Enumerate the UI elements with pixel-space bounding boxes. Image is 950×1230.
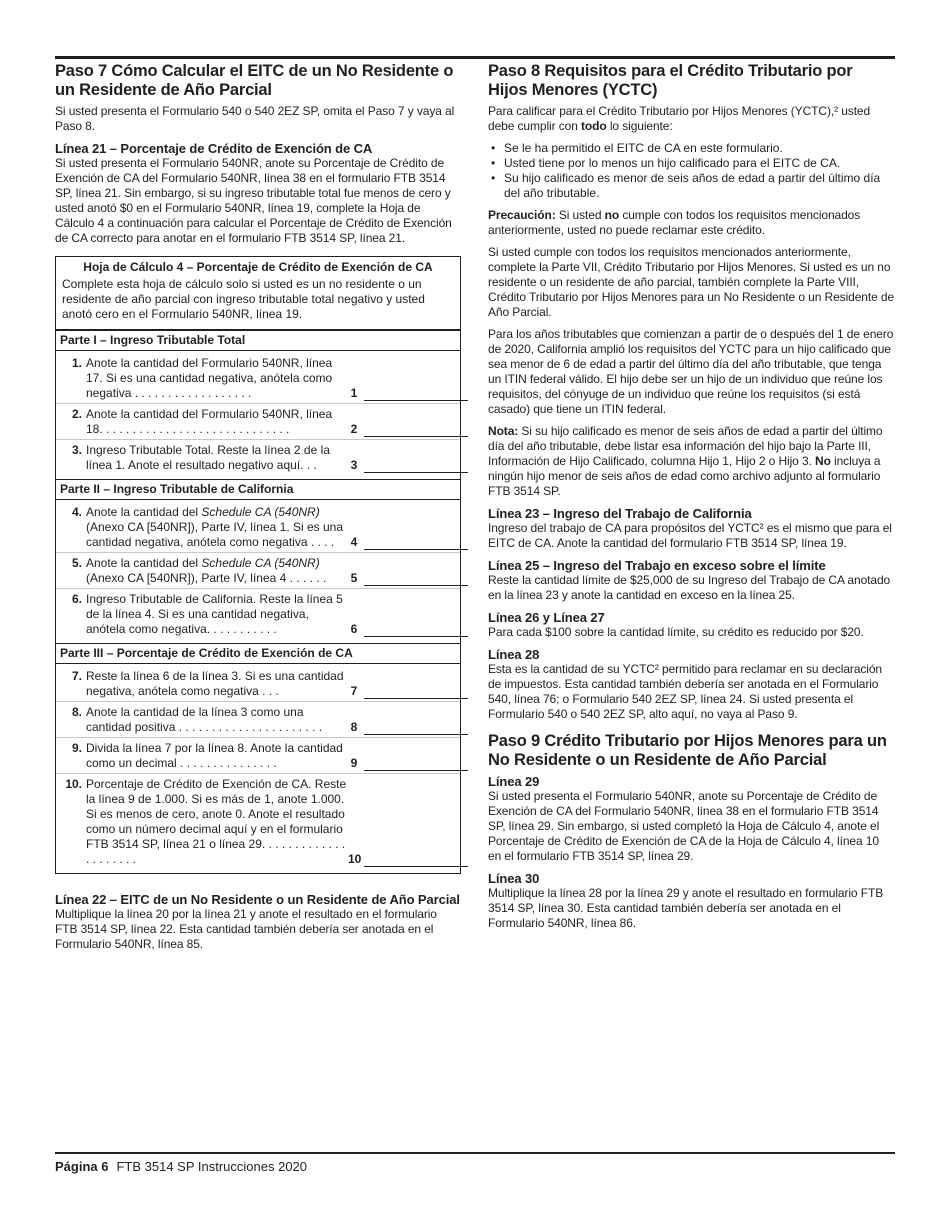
worksheet-4 [55, 256, 461, 874]
document-id: FTB 3514 SP Instrucciones 2020 [116, 1159, 308, 1174]
line21-text: Si usted presenta el Formulario 540NR, anote su Porcentaje de Crédito de Exención de CA del Formulario 540NR, línea 38 en el formulario FTB 3514 SP, línea 21. Sin embargo, si su ingreso tributable total fue menos de cero y usted anotó $0 en el Formulario 540NR, línea 19, complete la Hoja de Cálculo 4 a continuación para calcular el Porcentaje de Crédito de Exención de CA correcto para anotar en el formulario FTB 3514 SP, línea 21. [55, 156, 452, 245]
top-rule [55, 56, 895, 59]
line25-text: Reste la cantidad límite de $25,000 de su Ingreso del Trabajo de CA anotado en la línea 23 y anote la cantidad en exceso en la línea 25. [488, 573, 891, 602]
worksheet-line-3-entry[interactable] [364, 460, 468, 473]
requirements-met-paragraph: Si usted cumple con todos los requisitos mencionados anteriormente, complete la Parte VII, Crédito Tributario por Hijos Menores. Si usted es un no residente o un residente de año parcial, también complete la Parte VIII, Crédito Tributario por Hijos Menores para un No Residente o un Residente de Año Parcial. [488, 245, 895, 319]
left-column [55, 62, 461, 959]
right-column [488, 62, 895, 938]
note-paragraph: Nota: Si su hijo calificado es menor de seis años de edad a partir del último día del año tributable, debe listar esa información del hijo bajo la Parte III, Información de Hijo Calificado, columna Hijo 1, Hijo 2 o Hijo 3. No incluya a ningún hijo menor de seis años de edad como archivo adjunto al formulario FTB 3514 SP. [488, 424, 883, 498]
worksheet-part-2-header: Parte II – Ingreso Tributable de California [56, 479, 460, 500]
list-item: • Usted tiene por lo menos un hijo calificado para el EITC de CA. [488, 156, 895, 171]
worksheet-line-1-entry[interactable] [364, 388, 468, 401]
line26-27-text: Para cada $100 sobre la cantidad límite, su crédito es reducido por $20. [488, 625, 864, 639]
worksheet-line-1: 1. Anote la cantidad del Formulario 540NR, línea 17. Si es una cantidad negativa, anótela como negativa . . . . . . . . . . . . . . . . . . 1 [56, 353, 460, 404]
worksheet-part-3-header: Parte III – Porcentaje de Crédito de Exención de CA [56, 643, 460, 664]
line21-heading: Línea 21 – Porcentaje de Crédito de Exención de CA [55, 141, 373, 156]
worksheet-line-10: 10. Porcentaje de Crédito de Exención de CA. Reste la línea 9 de 1.000. Si es más de 1, anote 1.000. Si es menos de cero, anote 0. Anote el resultado como un número decimal aquí y en el formulario FTB 3514 SP, línea 21 o línea 29. . . . . . . . . . . . . . . . . . . . . 10 [56, 774, 460, 869]
worksheet-line-4-entry[interactable] [364, 537, 468, 550]
worksheet-part-3-lines [56, 664, 460, 873]
line28-heading: Línea 28 [488, 647, 540, 662]
worksheet-title: Hoja de Cálculo 4 – Porcentaje de Crédito de Exención de CA [83, 260, 433, 274]
worksheet-line-5: 5. Anote la cantidad del Schedule CA (540NR) (Anexo CA [540NR]), Parte IV, línea 4 . . . . . . 5 [56, 553, 460, 589]
tax-years-2020-paragraph: Para los años tributables que comienzan a partir de o después del 1 de enero de 2020, California amplió los requisitos del YCTC para un hijo calificado que sea menor de 6 de edad a partir del último día del año tributable, que tenga un ITIN federal válido. El hijo debe ser un hijo de un individuo que reúne los requisitos, del cónyuge de un individuo que reúne los requisitos (si está casado) que tiene un ITIN federal. [488, 327, 894, 416]
worksheet-line-9: 9. Divida la línea 7 por la línea 8. Anote la cantidad como un decimal . . . . . . . . . . . . . . . 9 [56, 738, 460, 774]
caution-paragraph: Precaución: Si usted no cumple con todos los requisitos mencionados anteriormente, usted no puede reclamar este crédito. [488, 208, 861, 237]
line28-text: Esta es la cantidad de su YCTC² permitido para reclamar en su declaración de impuestos. Esta cantidad también debería ser anotada en el Formulario 540, línea 76; o Formulario 540 2EZ SP, línea 24. Si usted presenta el Formulario 540 o 540 2EZ SP, alto aquí, no vaya al Paso 9. [488, 662, 883, 721]
line23-heading: Línea 23 – Ingreso del Trabajo de California [488, 506, 752, 521]
worksheet-line-6: 6. Ingreso Tributable de California. Reste la línea 5 de la línea 4. Si es una cantidad negativa, anótela como negativa. . . . . . . . . . . 6 [56, 589, 460, 639]
page-footer [55, 1159, 307, 1175]
line25-heading: Línea 25 – Ingreso del Trabajo en exceso sobre el límite [488, 558, 826, 573]
line26-27-heading: Línea 26 y Línea 27 [488, 610, 605, 625]
worksheet-line-7: 7. Reste la línea 6 de la línea 3. Si es una cantidad negativa, anótela como negativa . . . 7 [56, 666, 460, 702]
step8-title: Paso 8 Requisitos para el Crédito Tributario por Hijos Menores (YCTC) [488, 62, 853, 99]
worksheet-line-10-entry[interactable] [364, 854, 468, 867]
step7-intro: Si usted presenta el Formulario 540 o 540 2EZ SP, omita el Paso 7 y vaya al Paso 8. [55, 104, 455, 133]
step9-title: Paso 9 Crédito Tributario por Hijos Menores para un No Residente o un Residente de Año Parcial [488, 732, 887, 769]
page-number: Página 6 [55, 1159, 109, 1174]
step8-intro: Para calificar para el Crédito Tributario por Hijos Menores (YCTC),² usted debe cumplir con todo lo siguiente: [488, 104, 871, 133]
worksheet-line-7-entry[interactable] [364, 686, 468, 699]
line30-heading: Línea 30 [488, 871, 540, 886]
worksheet-line-4: 4. Anote la cantidad del Schedule CA (540NR) (Anexo CA [540NR]), Parte IV, línea 1. Si es una cantidad negativa, anótela como negativa . . . . 4 [56, 502, 460, 553]
worksheet-line-5-entry[interactable] [364, 573, 468, 586]
line22-text: Multiplique la línea 20 por la línea 21 y anote el resultado en el formulario FTB 3514 SP, línea 22. Esta cantidad también debería ser anotada en el Formulario 540NR, línea 85. [55, 907, 437, 951]
step7-title: Paso 7 Cómo Calcular el EITC de un No Residente o un Residente de Año Parcial [55, 62, 454, 99]
worksheet-part-1-header: Parte I – Ingreso Tributable Total [56, 329, 460, 351]
line23-text: Ingreso del trabajo de CA para propósitos del YCTC² es el mismo que para el EITC de CA. Anote la cantidad del formulario FTB 3514 SP, línea 19. [488, 521, 892, 550]
line22-heading: Línea 22 – EITC de un No Residente o un Residente de Año Parcial [55, 892, 460, 907]
worksheet-line-2: 2. Anote la cantidad del Formulario 540NR, línea 18. . . . . . . . . . . . . . . . . . . . . . . . . . . . . 2 [56, 404, 460, 440]
worksheet-line-3: 3. Ingreso Tributable Total. Reste la línea 2 de la línea 1. Anote el resultado negativo aquí. . . 3 [56, 440, 460, 475]
list-item: • Su hijo calificado es menor de seis años de edad a partir del último día del año tributable. [488, 171, 895, 201]
worksheet-line-8-entry[interactable] [364, 722, 468, 735]
worksheet-line-8: 8. Anote la cantidad de la línea 3 como una cantidad positiva . . . . . . . . . . . . . . . . . . . . . . 8 [56, 702, 460, 738]
worksheet-line-2-entry[interactable] [364, 424, 468, 437]
worksheet-part-2-lines [56, 500, 460, 643]
worksheet-intro: Complete esta hoja de cálculo solo si usted es un no residente o un residente de año parcial con ingreso tributable total negativo y usted anotó cero en el Formulario 540NR, línea 19. [62, 277, 425, 321]
requirements-list [488, 141, 895, 201]
line29-text: Si usted presenta el Formulario 540NR, anote su Porcentaje de Crédito de Exención de CA del Formulario 540NR, línea 38 en el formulario FTB 3514 SP, línea 29. Sin embargo, si usted completó la Hoja de Cálculo 4, anote el Porcentaje de Crédito de Exención de CA de la Hoja de Cálculo 4, línea 10 en el formulario FTB 3514 SP, línea 29. [488, 789, 880, 863]
worksheet-part-1-lines [56, 351, 460, 479]
list-item: • Se le ha permitido el EITC de CA en este formulario. [488, 141, 895, 156]
bottom-rule [55, 1152, 895, 1154]
worksheet-line-9-entry[interactable] [364, 758, 468, 771]
worksheet-line-6-entry[interactable] [364, 624, 468, 637]
line30-text: Multiplique la línea 28 por la línea 29 y anote el resultado en formulario FTB 3514 SP, línea 30. Esta cantidad también debería ser anotada en el Formulario 540NR, línea 86. [488, 886, 884, 930]
line29-heading: Línea 29 [488, 774, 540, 789]
